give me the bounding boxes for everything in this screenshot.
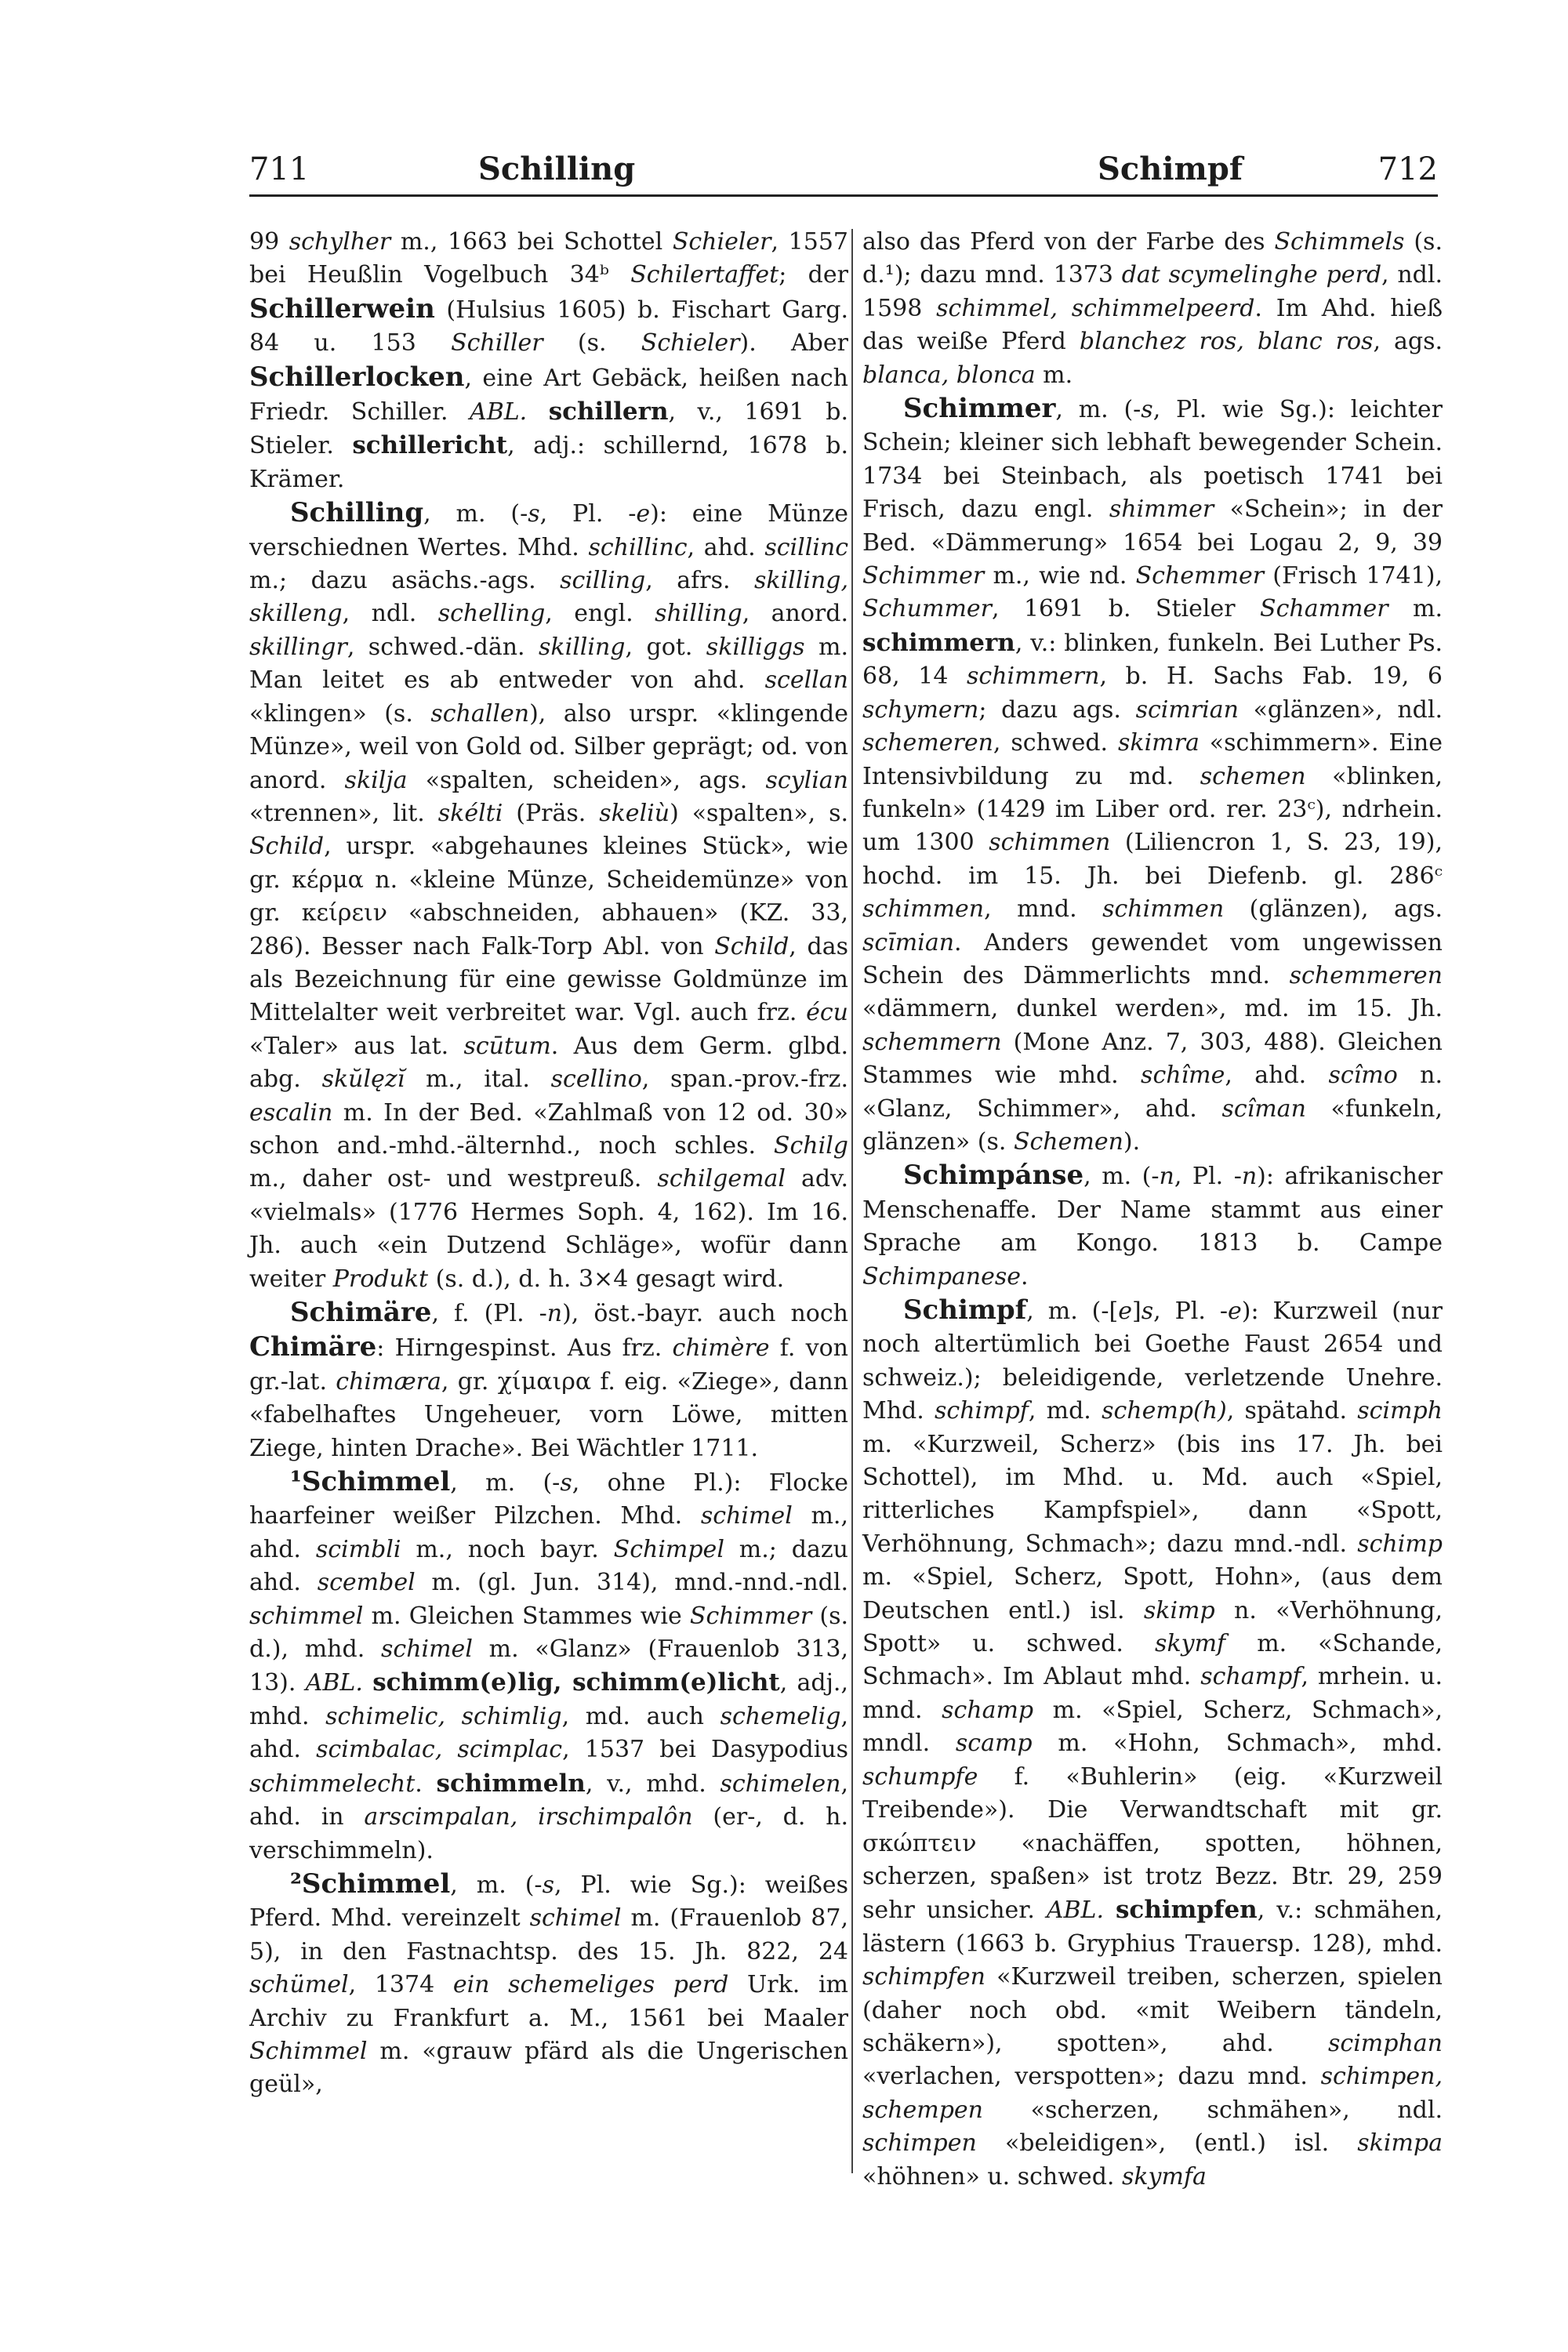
italic-term: scylian [765,766,848,794]
text-run: (Liliencron 1, S. 23, 19), hochd. im 15. Jh. bei Diefenb. gl. 286ᶜ [862,829,1443,890]
italic-term: Schummer [862,595,992,623]
italic-term: n [1241,1163,1258,1191]
text-run: , urspr. «abgehaunes kleines Stück», wie gr. κέρμα n. «kleine Münze, Scheidemünze» von gr. κείρειν «abschneiden, abhauen» (KZ. 33, 286). Besser nach Falk-Torp Abl. von [249,833,848,960]
entry-schimpanse [862,1159,1443,1294]
text-run: (glänzen), ags. [1224,895,1443,924]
italic-term: skillingr [249,633,347,661]
text-run: Urk. im Archiv zu Frankfurt a. M., 1561 bei Maaler [249,1971,849,2032]
italic-term: n [1159,1163,1174,1191]
text-run: m. «Kurzweil, Scherz» (bis ins 17. Jh. bei Schottel), im Mhd. u. Md. auch «Spiel, ritterliches Kampfspiel», dann «Spott, Verhöhnung, Schmach»; dazu mnd.-ndl. [862,1430,1443,1558]
italic-term: skilling [539,633,626,661]
text-run: (s. d.¹); dazu mnd. 1373 [862,228,1443,289]
right-column [862,226,1443,2194]
text-run: ; dazu ags. [978,695,1136,724]
text-run: , ndl. [342,600,438,628]
text-run: f. von gr.-lat. [249,1334,848,1396]
text-run: (s. d.), mhd. [249,1602,849,1664]
italic-term: schimmelecht [249,1769,416,1798]
italic-term: skimp [1143,1596,1215,1624]
italic-term: e [1118,1298,1132,1325]
italic-term: skymfa [1121,2162,1207,2190]
text-run: , span.-prov.-frz. [641,1065,848,1094]
italic-term: Schimmer [689,1602,812,1630]
text-run: f. «Buhlerin» (eig. «Kurzweil Treibende»). Die Verwandtschaft mit gr. σκώπτειν «nachäffen, spotten, höhnen, scherzen, spaßen» ist trotz Bezz. Btr. 29, 259 sehr unsicher. [862,1762,1443,1925]
italic-term: scillinc [764,533,849,561]
italic-term: écu [806,999,848,1027]
text-run: m. Gleichen Stammes wie [363,1602,690,1630]
text-run: m. Man leitet es ab entweder von ahd. [249,633,848,695]
italic-term: dat scymelinghe perd [1121,261,1382,289]
entry-schimmel-1 [249,1465,848,1867]
italic-term: scimbli [315,1535,401,1563]
italic-term: Schimpel [613,1535,724,1563]
text-run: , ahd. in [249,1769,848,1831]
text-run: , m. (- [450,1469,561,1497]
italic-term: scellino [550,1065,642,1094]
text-run: m. «Spiel, Scherz, Spott, Hohn», (aus dem Deutschen entl.) isl. [862,1563,1443,1624]
italic-term: Schild [714,932,789,960]
italic-term: schimel [529,1904,622,1933]
italic-term: skilja [344,766,408,794]
headword: Schimäre [290,1297,432,1328]
text-run: , schwed. [993,729,1119,757]
text-run: , mnd. [984,895,1103,924]
text-run: , schwed.-dän. [347,633,539,661]
text-run: «funkeln, glänzen» (s. [862,1094,1443,1156]
text-run: , Pl. - [1174,1163,1242,1191]
italic-term: schimmel, schimmelpeerd [936,294,1255,322]
italic-term: scimbalac, scimplac [316,1736,563,1764]
text-run: «trennen», lit. [249,799,438,827]
text-run: ). Aber [739,329,848,358]
headword: Schilling [290,497,424,529]
text-run: «klingen» (s. [249,699,431,728]
text-run: m., ital. [405,1065,551,1094]
text-run [1104,1896,1116,1924]
left-page-number: 711 [249,151,310,187]
text-run: m. (Frauenlob 87, 5), in den Fastnachtsp. des 15. Jh. 822, 24 [249,1904,848,1965]
italic-term: schimelic, schimlig [325,1702,562,1730]
italic-term: shilling [655,600,742,628]
italic-term: Schieler [672,228,771,256]
text-run: m., wie nd. [984,562,1136,590]
italic-term: skilling, skilleng [249,567,849,628]
headword: ²Schimmel [290,1867,451,1900]
italic-term: shimmer [1109,495,1214,524]
italic-term: schamp [942,1696,1034,1724]
text-run: «spalten, scheiden», ags. [407,766,766,794]
italic-term: schimmel [249,1602,364,1630]
italic-term: scîmo [1328,1062,1398,1090]
text-run: m. (gl. Jun. 314), mnd.-nnd.-ndl. [415,1569,849,1597]
italic-term: scīmian [862,928,955,956]
left-guide-word: Schilling [478,151,636,187]
italic-term: schymern [862,695,979,724]
headword: Schimpf [903,1294,1027,1326]
italic-term: ein schemeliges perd [452,1971,729,1999]
italic-term: skeliù [599,799,670,827]
text-run: (s. [543,329,641,358]
text-run: «Taler» aus lat. [249,1032,464,1060]
italic-term: schimpen, schempen [862,2063,1443,2124]
left-column [249,226,848,2102]
italic-term: schemmeren [1289,961,1443,989]
text-run: , adj., mhd. [249,1669,848,1730]
italic-term: schimpf [935,1397,1029,1425]
text-run: «beleidigen», (entl.) isl. [976,2129,1358,2158]
text-run: . Im Ahd. hieß das weiße Pferd [862,294,1443,356]
italic-term: skélti [437,799,503,827]
right-page-number: 712 [1377,151,1438,187]
italic-term: schimelen [720,1769,841,1798]
entry-schimaere [249,1296,848,1465]
derived-word: schimpfen [1115,1896,1258,1925]
text-run: m. «Glanz» (Frauenlob 313, 13). [249,1635,848,1697]
text-run: ): Kurzweil (nur noch altertümlich bei Goethe Faust 2654 und schweiz.); beleidigende, verletzende Unehre. Mhd. [862,1298,1443,1425]
italic-term: s [542,1871,554,1899]
text-run: . Aus dem Germ. glbd. abg. [249,1032,848,1094]
headword: Schillerlocken [249,361,465,393]
text-run: , Pl. - [1153,1298,1228,1325]
text-run: , gr. χίμαιρα f. eig. «Ziege», dann «fabelhaftes Ungeheuer, vorn Löwe, mitten Ziege, hinten Drache». Bei Wächtler 1711. [249,1367,849,1462]
derived-word: schimmeln [436,1769,586,1798]
text-run: , got. [625,633,706,661]
italic-term: Schilertaffet [630,261,779,289]
text-run: . [1021,1262,1029,1290]
text-run: , 1691 b. Stieler [992,595,1261,623]
italic-term: schimpfen [862,1963,985,1991]
italic-term: schilgemal [657,1165,786,1193]
italic-term: schillinc [588,533,688,561]
text-run: , m. (- [423,500,528,528]
text-run: m.; dazu ahd. [249,1535,848,1597]
italic-term: Schiller [451,329,543,358]
entry-paragraph [862,226,1443,392]
italic-term: schimel [381,1635,473,1664]
text-run: , adj.: schillernd, 1678 b. Krämer. [249,432,849,493]
italic-term: scellan [764,666,848,695]
text-run: «Schein»; in der Bed. «Dämmerung» 1654 bei Logau 2, 9, 39 [862,495,1443,557]
text-run: , das als Bezeichnung für eine gewisse Goldmünze im Mittelalter weit verbreitet war. Vgl. auch frz. [249,932,848,1027]
entry-schimpf [862,1294,1443,2194]
text-run: n. «Glanz, Schimmer», ahd. [862,1062,1443,1123]
italic-term: schelling [437,600,546,628]
headword: Schimpánse [903,1160,1084,1192]
text-run: «schimmern». Eine Intensivbildung zu md. [862,729,1443,790]
italic-term: schumpfe [862,1762,978,1791]
text-run: ), öst.-bayr. auch noch [562,1300,848,1327]
text-run: m. [1388,595,1443,623]
text-run: . Anders gewendet vom ungewissen Schein des Dämmerlichts mnd. [862,928,1443,989]
italic-term: scimphan [1328,2029,1443,2057]
italic-term: escalin [249,1098,333,1127]
text-run: , afrs. [645,567,754,595]
text-run: , eine Art Gebäck, heißen nach Friedr. Schiller. [249,364,848,426]
italic-term: Schimpanese [862,1262,1022,1290]
italic-term: scimrian [1135,695,1239,724]
text-run: , Pl. wie Sg.): leichter Schein; kleiner sich lebhaft bewegender Schein. 1734 bei Steinbach, als poetisch 1741 bei Frisch, dazu engl. [862,396,1443,524]
italic-term: schimmen [1102,895,1225,924]
headword: ¹Schimmel [290,1466,451,1498]
italic-term: chimæra [336,1367,441,1396]
text-run: «glänzen», ndl. [1238,695,1443,724]
text-run: ): afrikanischer Menschenaffe. Der Name stammt aus einer Sprache am Kongo. 1813 b. Campe [862,1163,1443,1258]
italic-term: s [1141,396,1153,424]
text-run: m. «Hohn, Schmach», mhd. [1032,1730,1443,1758]
text-run [527,398,548,426]
text-run: : Hirngespinst. Aus frz. [376,1334,673,1363]
text-run: , 1374 [348,1971,453,1999]
text-run: , m. (- [1083,1163,1160,1191]
text-run: , anord. [742,600,849,628]
text-run: , b. H. Sachs Fab. 19, 6 [1099,662,1443,691]
text-run: m. «Spiel, Scherz, Schmach», mndl. [862,1696,1443,1758]
text-run: , ahd. [687,533,765,561]
italic-term: scimph [1357,1397,1443,1425]
text-run: (Präs. [503,799,600,827]
text-run: , 1537 bei Dasypodius [562,1736,849,1764]
text-run: , md. [1028,1397,1102,1425]
text-run: , engl. [545,600,655,628]
entry-schimmer [862,392,1443,1159]
italic-term: blanchez ros, blanc ros [1079,328,1374,356]
text-run: , 1557 bei Heußlin Vogelbuch 34ᵇ [249,228,849,289]
text-run: (s. d.), d. h. 3×4 gesagt wird. [428,1265,785,1293]
text-run: , v.: schmähen, lästern (1663 b. Gryphius Trauersp. 128), mhd. [862,1896,1443,1958]
italic-term: Schimmels [1274,228,1405,256]
italic-term: s [560,1469,572,1497]
italic-term: schimel [700,1502,793,1530]
text-run: «verlachen, verspotten»; dazu mnd. [862,2063,1321,2091]
text-run: m. «grauw pfärd als die Ungerischen geül», [249,2037,848,2099]
text-run: , Pl. - [539,500,637,528]
text-run: (Mone Anz. 7, 303, 488). Gleichen Stammes wie mhd. [862,1028,1443,1090]
text-run: , ndl. 1598 [862,261,1443,322]
text-run: also das Pferd von der Farbe des [862,228,1275,256]
text-run: m., daher ost- und westpreuß. [249,1165,658,1193]
text-run: «scherzen, schmähen», ndl. [983,2096,1443,2124]
derived-word: schimm(e)lig, schimm(e)licht [372,1668,780,1697]
italic-term: schimpen [862,2129,977,2158]
italic-term: skimpa [1357,2129,1443,2158]
text-run: , ags. [1373,328,1443,356]
italic-term: schimmern [967,662,1100,691]
italic-term: ABL. [1046,1896,1105,1925]
text-run: , ahd. [249,1702,848,1764]
italic-term: e [1228,1298,1242,1325]
text-run: , m. (- [450,1871,543,1899]
italic-term: schemeren [862,729,993,757]
text-run: ). [1123,1127,1141,1156]
italic-term: skilliggs [706,633,805,661]
text-run: , v., mhd. [585,1769,720,1798]
text-run: (Frisch 1741), [1264,562,1443,590]
headword: Schimmer [903,393,1056,425]
text-run: m., noch bayr. [401,1535,614,1563]
right-guide-word: Schimpf [1098,151,1243,187]
italic-term: s [1141,1298,1154,1325]
italic-term: schîme [1141,1062,1225,1090]
text-run: m. [1035,361,1073,389]
italic-term: schimp [1357,1530,1443,1558]
headword: Chimäre [249,1331,377,1363]
entry-paragraph [249,226,848,496]
text-run: , v., 1691 b. Stieler. [249,398,848,460]
italic-term: skymf [1155,1630,1226,1658]
text-run: (Hulsius 1605) b. Fischart Garg. 84 u. 153 [249,296,848,358]
italic-term: s [528,500,540,528]
text-run: m. «Schande, Schmach». Im Ablaut mhd. [862,1630,1443,1691]
italic-term: e [636,500,651,528]
text-run: , spätahd. [1226,1397,1358,1425]
page-header [249,151,1438,197]
text-run: ): eine Münze verschiednen Wertes. Mhd. [249,500,849,561]
text-run: adv. «vielmals» (1776 Hermes Soph. 4, 162). Im 16. Jh. auch «ein Dutzend Schläge», wofür dann weiter [249,1165,848,1293]
italic-term: scamp [955,1730,1033,1758]
italic-term: Produkt [332,1265,429,1293]
text-run: , ohne Pl.): Flocke haarfeiner weißer Pilzchen. Mhd. [249,1469,849,1530]
italic-term: schallen [430,699,530,728]
text-run: ), also urspr. «klingende Münze», weil von Gold od. Silber geprägt; od. von anord. [249,699,848,794]
text-run: , Pl. wie Sg.): weißes Pferd. Mhd. vereinzelt [249,1871,849,1933]
text-run: , m. (- [1055,396,1142,424]
italic-term: Schemmer [1135,562,1265,590]
derived-word: schillericht [352,431,508,460]
italic-term: scilling [560,567,646,595]
italic-term: blanca, blonca [862,361,1036,389]
italic-term: schemelig [720,1702,841,1730]
text-run: , mrhein. u. mnd. [862,1663,1443,1724]
italic-term: ABL. [470,398,528,426]
text-run: m. In der Bed. «Zahlmaß von 12 od. 30» schon and.-mhd.-älternhd., noch schles. [249,1098,848,1160]
text-run: «Kurzweil treiben, scherzen, spielen (daher noch obd. «mit Weibern tändeln, schäkern»), spotten», ahd. [862,1963,1443,2057]
italic-term: skimra [1118,729,1200,757]
column-divider [851,229,853,2173]
text-run: n. «Verhöhnung, Spott» u. schwed. [862,1596,1443,1658]
italic-term: Schemen [1013,1127,1123,1156]
italic-term: scembel [317,1569,416,1597]
text-run: , md. auch [561,1702,720,1730]
italic-term: scūtum [463,1032,551,1060]
italic-term: schimmen [862,895,985,924]
text-run: , f. (Pl. - [431,1300,547,1327]
entry-schimmel-2 [249,1867,848,2102]
italic-term: schemen [1200,762,1306,790]
text-run: ] [1132,1298,1142,1325]
text-run: (er-, d. h. verschimmeln). [249,1803,849,1864]
italic-term: ABL. [305,1669,363,1697]
italic-term: n [546,1300,563,1327]
text-run: m., 1663 bei Schottel [390,228,673,256]
italic-term: Schimmel [249,2037,368,2065]
italic-term: Schieler [641,329,740,358]
italic-term: chimère [672,1334,770,1363]
italic-term: schemmern [862,1028,1002,1056]
text-run: ; der [779,261,848,289]
text-run: «blinken, funkeln» (1429 im Liber ord. rer. 23ᶜ), ndrhein. um 1300 [862,762,1443,857]
italic-term: schampf [1200,1663,1301,1691]
entry-schilling [249,496,848,1296]
italic-term: schümel [249,1971,349,1999]
headword: Schillerwein [249,292,435,325]
italic-term: schemp(h) [1102,1397,1227,1425]
derived-word: schimmern [862,628,1015,657]
text-run: , m. (-[ [1026,1298,1119,1325]
italic-term: Schild [249,833,325,861]
italic-term: Schammer [1260,595,1388,623]
text-run: 99 [249,228,289,256]
text-run: m.; dazu asächs.-ags. [249,567,561,595]
text-run: , ahd. [1225,1062,1329,1090]
italic-term: schimmen [989,829,1111,857]
text-run: ) «spalten», s. [670,799,849,827]
italic-term: Schilg [773,1131,848,1160]
derived-word: schillern [548,397,669,426]
italic-term: scîman [1221,1094,1306,1123]
italic-term: Schimmer [862,562,985,590]
italic-term: schylher [289,228,391,256]
text-run: m., ahd. [249,1502,848,1563]
text-run: . [415,1769,437,1798]
text-run [363,1669,372,1697]
italic-term: arscimpalan, irschimpalôn [364,1803,693,1831]
text-run: «höhnen» u. schwed. [862,2162,1122,2190]
italic-term: skŭlęzĭ [321,1065,405,1094]
text-run: , v.: blinken, funkeln. Bei Luther Ps. 68, 14 [862,629,1443,691]
text-run: «dämmern, dunkel werden», md. im 15. Jh. [862,995,1443,1023]
